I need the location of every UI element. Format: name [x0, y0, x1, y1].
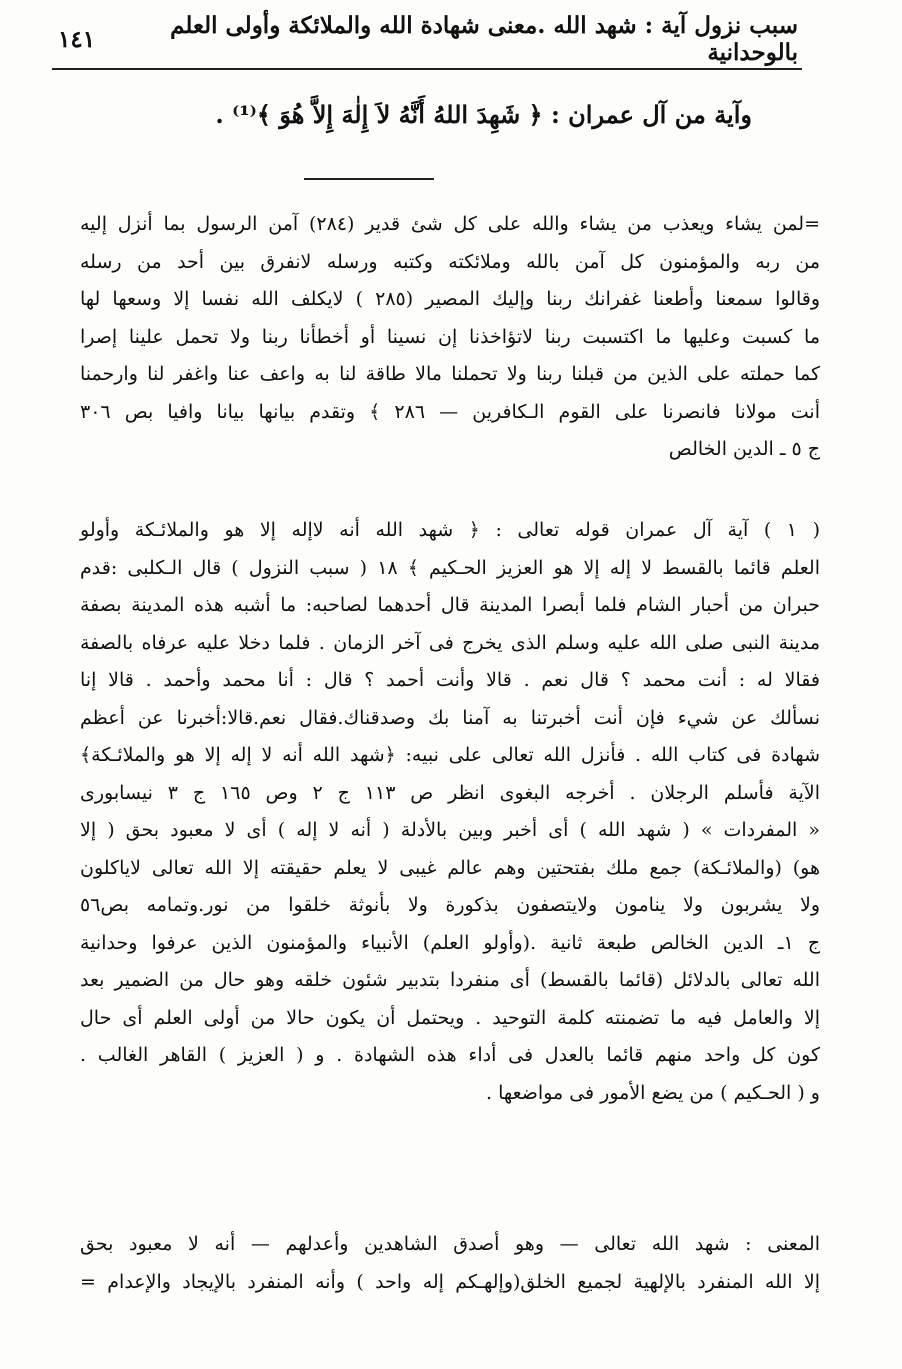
text-line: هو) (والملائـكة) جمع ملك بفتحتين وهم عالم غيبى لا يعلم حقيقته إلا الله تعالى لاياكلون: [80, 856, 820, 879]
text-line: إلا والعامل فيه ما تضمنته كلمة التوحيد . ويحتمل أن يكون حالا من أولى العلم أى حال: [80, 1006, 820, 1029]
text-line: ولا يشربون ولا ينامون ولايتصفون بذكورة ولا بأنوثة خلقوا من نور.وتمامه بص٥٦: [80, 894, 820, 916]
text-line: ما كسبت وعليها ما اكتسبت ربنا لاتؤاخذنا إن نسينا أو أخطأنا ربنا ولا تحمل علينا إصرا: [80, 325, 820, 348]
footnote-separator: [304, 178, 434, 180]
text-line: إلا الله المنفرد بالإلهية لجميع الخلق(وإلهـكم إله واحد ) وأنه المنفرد بالإيجاد والإعدام =: [80, 1270, 820, 1293]
text-line: و ( الحـكيم ) من يضع الأمور فى مواضعها .: [485, 1081, 820, 1104]
continued-footnote: [80, 206, 820, 469]
text-line: كما حملته على الذين من قبلنا ربنا ولا تحملنا مالا طاقة لنا به واعف عنا واغفر لنا وارحمنا: [80, 363, 820, 385]
text-line: الآية فأسلم الرجلان . أخرجه البغوى انظر ص ١١٣ ج ٢ وص ١٦٥ ج ٣ نيسابورى: [80, 781, 821, 804]
text-line: ج ٥ ـ الدين الخالص: [668, 438, 820, 460]
text-line: كون كل واحد منهم قائما بالعدل فى أداء هذه الشهادة . و ( العزيز ) القاهر الغالب .: [80, 1044, 820, 1066]
verse-intro: وآية من آل عمران : ﴿ شَهِدَ اللهُ أَنَّهُ لاَ إِلٰهَ إِلاَّ هُوَ ﴾⁽¹⁾ .: [215, 100, 752, 129]
text-line: العلم قائما بالقسط لا إله إلا هو العزيز الحـكيم ﴾ ١٨ ( سبب النزول ) قال الـكلبى :قدم: [80, 556, 820, 579]
text-line: حبران من أحبار الشام فلما أبصرا المدينة قال أحدهما لصاحبه: ما أشبه هذه المدينة بصفة: [80, 594, 820, 616]
text-line: المعنى : شهد الله تعالى — وهو أصدق الشاهدين وأعدلهم — أنه لا معبود بحق: [80, 1233, 820, 1255]
text-line: فقالا له : أنت محمد ؟ قال نعم . قالا وأنت أحمد ؟ قال : أنا محمد وأحمد . قالا إنا: [80, 669, 820, 691]
text-line: ج ١ـ الدين الخالص طبعة ثانية .(وأولو العلم) الأنبياء والمؤمنون الذين عرفوا وحدانية: [80, 931, 820, 954]
text-line: من ربه والمؤمنون كل آمن بالله وملائكته وكتبه ورسله لانفرق بين أحد من رسله: [80, 250, 820, 273]
text-line: وقالوا سمعنا وأطعنا غفرانك ربنا وإليك المصير (٢٨٥ ) لايكلف الله نفسا إلا وسعها لها: [80, 288, 820, 310]
text-line: =لمن يشاء ويعذب من يشاء والله على كل شئ قدير (٢٨٤) آمن الرسول بما أنزل إليه: [80, 213, 820, 235]
text-line: الله تعالى بالدلائل (قائما بالقسط) أى منفردا بتدبير شئون خلقه وهو حال من الضمير بعد: [80, 969, 820, 991]
header-rule: [52, 68, 802, 70]
text-line: نسألك عن شيء فإن أنت أخبرتنا به آمنا بك وصدقناك.فقال نعم.قالا:أخبرنا عن أعظم: [80, 706, 820, 729]
text-line: « المفردات » ( شهد الله ) أى أخبر وبين بالأدلة ( أنه لا إله ) أى لا معبود بحق ( إلا: [80, 819, 820, 841]
running-header: [58, 12, 798, 66]
meaning-paragraph: [80, 1226, 820, 1301]
page-number: ١٤١: [58, 25, 96, 53]
text-line: شهادة فى كتاب الله . فأنزل الله تعالى على نبيه: ﴿شهد الله أنه لا إله إلا هو والملائـكة﴾: [80, 744, 820, 766]
footnote-1: [80, 512, 820, 1112]
text-line: أنت مولانا فانصرنا على القوم الـكافرين — ٢٨٦ ﴾ وتقدم بيانها بيانا وافيا بص ٣٠٦: [80, 400, 820, 423]
text-line: ( ١ ) آية آل عمران قوله تعالى : ﴿ شهد الله أنه لاإله إلا هو والملائـكة وأولو: [80, 519, 820, 541]
header-title: سبب نزول آية : شهد الله .معنى شهادة الله والملائكة وأولى العلم بالوحدانية: [170, 12, 798, 66]
text-line: مدينة النبى صلى الله عليه وسلم الذى يخرج فى آخر الزمان . فلما دخلا عليه عرفاه بالصفة: [80, 631, 820, 654]
